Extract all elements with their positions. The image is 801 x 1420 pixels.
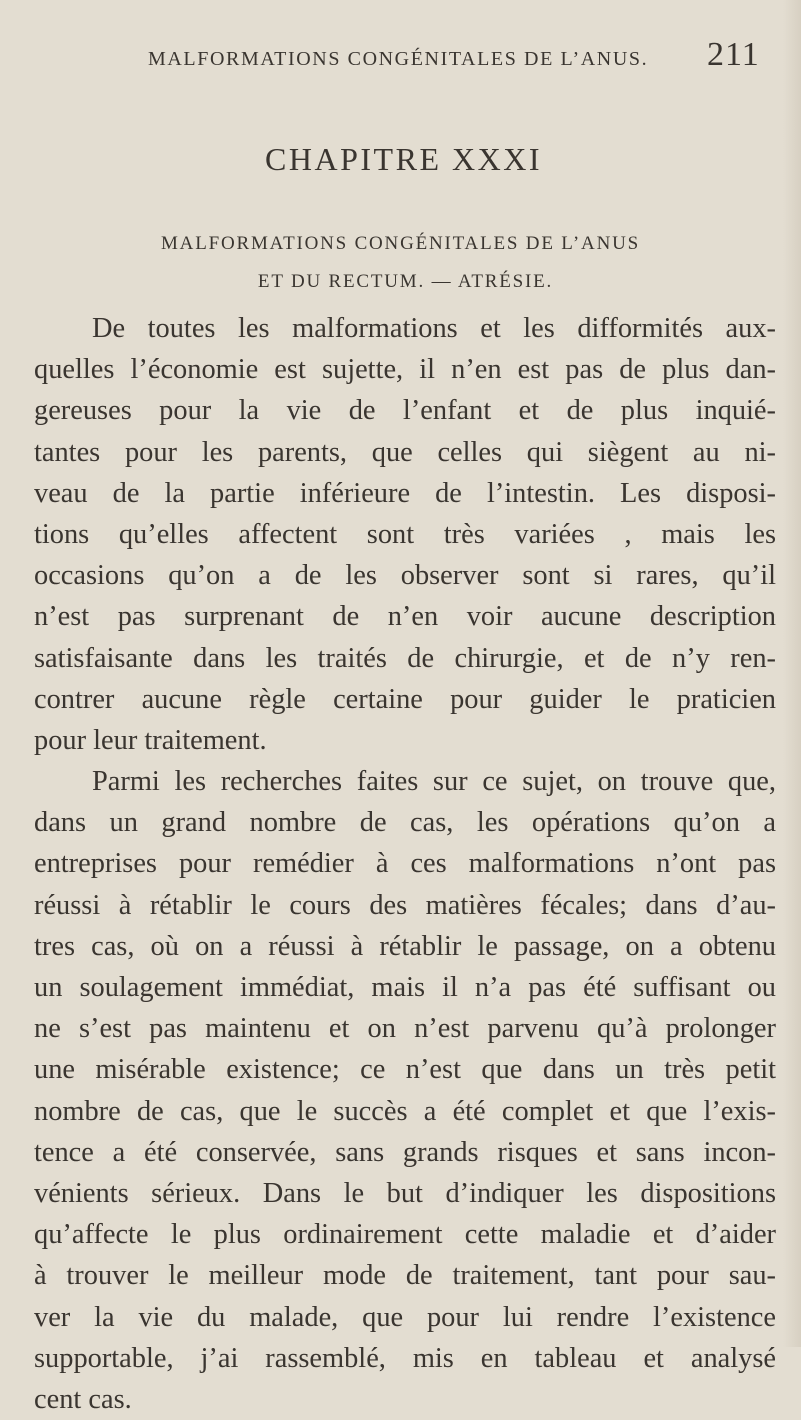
page-number: 211	[707, 36, 760, 73]
text-line: tantes pour les parents, que celles qui siègent au ni-	[34, 436, 776, 468]
text-line: qu’affecte le plus ordinairement cette maladie et d’aider	[34, 1219, 776, 1251]
text-line: nombre de cas, que le succès a été complet et que l’exis-	[34, 1095, 776, 1127]
text-line: veau de la partie inférieure de l’intestin. Les disposi-	[34, 477, 776, 509]
text-line: satisfaisante dans les traités de chirurgie, et de n’y ren-	[34, 642, 776, 674]
text-line: occasions qu’on a de les observer sont si rares, qu’il	[34, 560, 776, 592]
body-text	[34, 308, 776, 1420]
text-line: n’est pas surprenant de n’en voir aucune description	[34, 601, 776, 633]
text-line: ne s’est pas maintenu et on n’est parvenu qu’à prolonger	[34, 1013, 776, 1045]
text-line: réussi à rétablir le cours des matières fécales; dans d’au-	[34, 889, 776, 921]
text-line: une misérable existence; ce n’est que dans un très petit	[34, 1054, 776, 1086]
text-line: tres cas, où on a réussi à rétablir le passage, on a obtenu	[34, 930, 776, 962]
page-edge-shadow	[783, 0, 801, 1347]
text-line: un soulagement immédiat, mais il n’a pas été suffisant ou	[34, 972, 776, 1003]
text-line: contrer aucune règle certaine pour guider le praticien	[34, 683, 776, 715]
text-line: supportable, j’ai rassemblé, mis en tableau et analysé	[34, 1342, 776, 1374]
text-line: dans un grand nombre de cas, les opérations qu’on a	[34, 807, 776, 839]
text-line: gereuses pour la vie de l’enfant et de plus inquié-	[34, 395, 776, 427]
text-line: tions qu’elles affectent sont très variées , mais les	[34, 518, 776, 550]
text-line: pour leur traitement.	[34, 724, 267, 756]
text-line: ver la vie du malade, que pour lui rendre l’existence	[34, 1301, 776, 1333]
chapter-title: CHAPITRE XXXI	[265, 141, 542, 177]
text-line: tence a été conservée, sans grands risques et sans incon-	[34, 1136, 776, 1168]
chapter-subtitle-line-2: ET DU RECTUM. — ATRÉSIE.	[257, 271, 554, 292]
running-head: MALFORMATIONS CONGÉNITALES DE L’ANUS.	[148, 48, 649, 70]
text-line: entreprises pour remédier à ces malformations n’ont pas	[34, 848, 776, 880]
text-line: vénients sérieux. Dans le but d’indiquer les dispositions	[34, 1177, 776, 1209]
text-line: De toutes les malformations et les difformités aux-	[92, 313, 776, 344]
text-line: quelles l’économie est sujette, il n’en est pas de plus dan-	[34, 354, 776, 386]
text-line: cent cas.	[34, 1383, 132, 1415]
text-line: à trouver le meilleur mode de traitement, tant pour sau-	[34, 1260, 776, 1292]
text-line: Parmi les recherches faites sur ce sujet, on trouve que,	[92, 766, 776, 798]
chapter-subtitle-line-1: MALFORMATIONS CONGÉNITALES DE L’ANUS	[160, 233, 640, 254]
